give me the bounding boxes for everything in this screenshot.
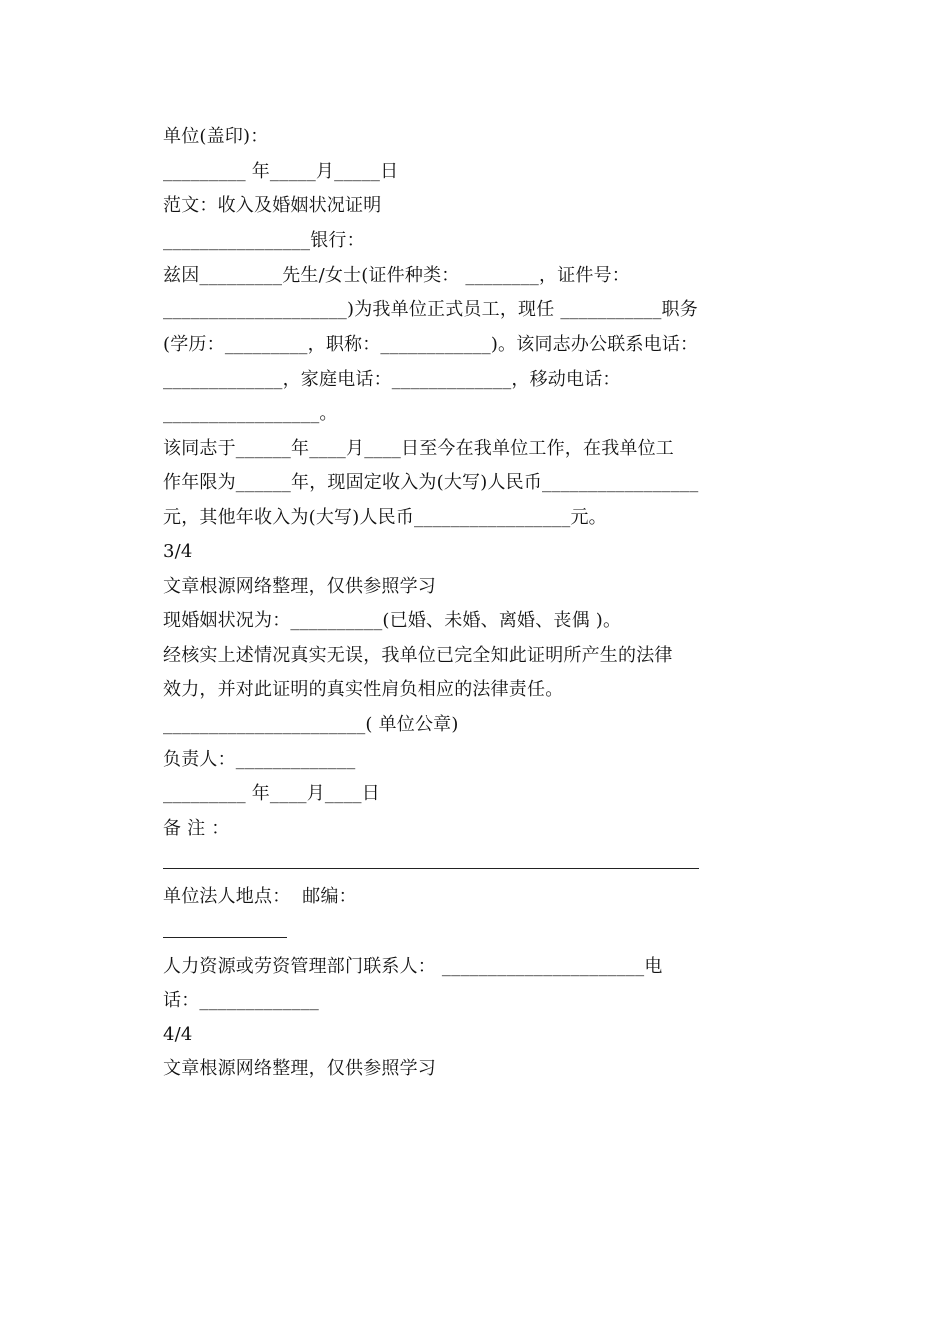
body-line: 兹因_________先生/女士(证件种类： ________，证件号： — [163, 265, 631, 286]
body-line: 作年限为______年，现固定收入为(大写)人民币_________________ — [163, 472, 699, 493]
official-seal-line: ______________________( 单位公章) — [163, 714, 459, 735]
body-line: 经核实上述情况真实无误，我单位已完全知此证明所产生的法律 — [163, 645, 673, 666]
phone-line: 话：_____________ — [163, 990, 319, 1011]
bank-line: ________________银行： — [163, 230, 365, 251]
body-line: 元，其他年收入为(大写)人民币_________________元。 — [163, 507, 607, 528]
marital-status-line: 现婚姻状况为：__________(已婚、未婚、离婚、丧偶 )。 — [163, 610, 622, 631]
hr-contact-line: 人力资源或劳资管理部门联系人： ______________________电 — [163, 956, 663, 977]
address-line: 单位法人地点： 邮编： — [163, 886, 357, 907]
unit-seal-label: 单位(盖印)： — [163, 126, 269, 147]
body-line: _________________。 — [163, 403, 338, 424]
date-line: _________ 年____月____日 — [163, 783, 380, 804]
sample-title: 范文：收入及婚姻状况证明 — [163, 195, 382, 216]
responsible-person-line: 负责人：_____________ — [163, 749, 356, 770]
body-line: 该同志于______年____月____日至今在我单位工作，在我单位工 — [163, 438, 674, 459]
body-line: _____________，家庭电话：_____________，移动电话： — [163, 369, 621, 390]
body-line: 效力，并对此证明的真实性肩负相应的法律责任。 — [163, 679, 564, 700]
body-line: ____________________)为我单位正式员工，现任 ___________职务 — [163, 299, 698, 320]
body-line: (学历：_________，职称：____________)。该同志办公联系电话： — [163, 334, 699, 355]
date-line: _________ 年_____月_____日 — [163, 161, 399, 182]
page-number: 4/4 — [163, 1024, 193, 1045]
address-rule — [163, 937, 287, 938]
remarks-rule — [163, 868, 699, 869]
page-number: 3/4 — [163, 541, 193, 562]
source-note: 文章根源网络整理，仅供参照学习 — [163, 576, 436, 597]
source-note: 文章根源网络整理，仅供参照学习 — [163, 1058, 436, 1079]
remarks-label: 备 注 ： — [163, 818, 230, 839]
